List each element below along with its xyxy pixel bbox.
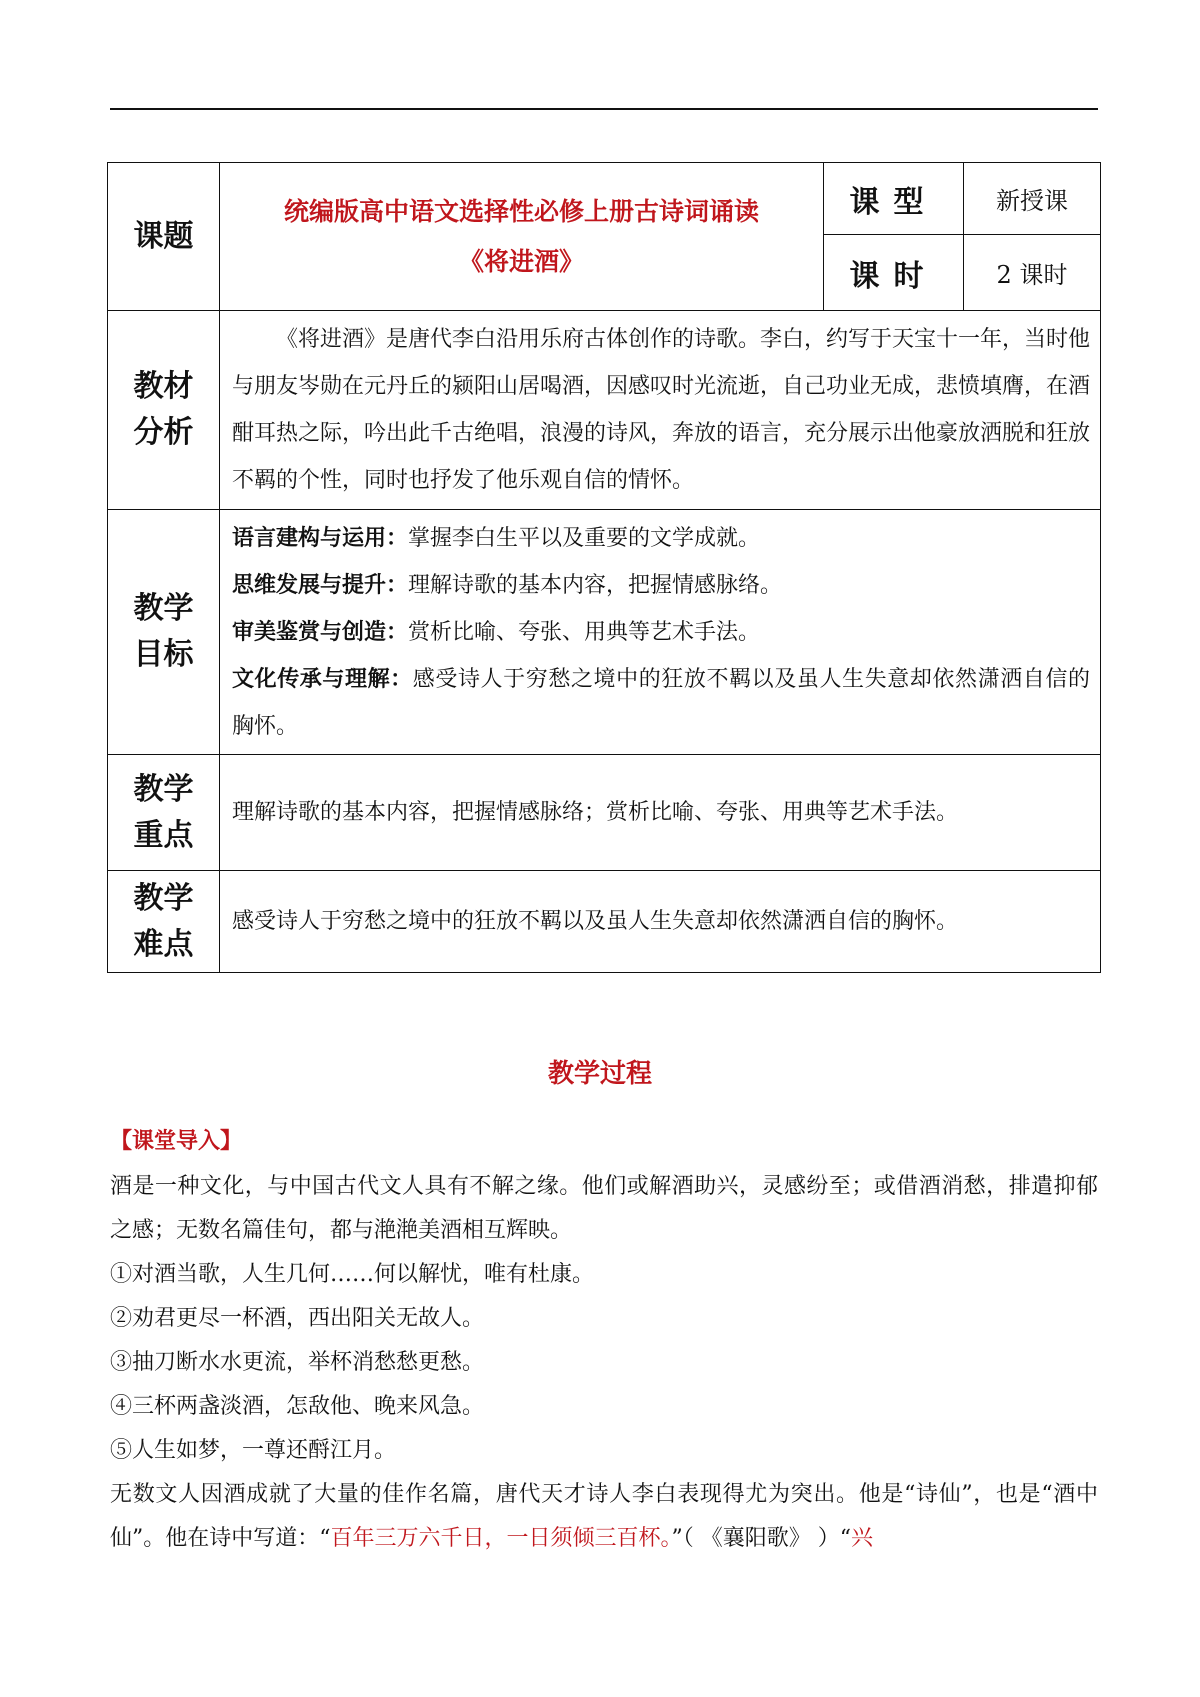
difficulty-text: 感受诗人于穷愁之境中的狂放不羁以及虽人生失意却依然潇洒自信的胸怀。 — [220, 871, 1101, 973]
hours-label: 课时 — [824, 235, 964, 311]
type-label: 课型 — [824, 163, 964, 235]
objectives-label-line1: 教学 — [133, 591, 194, 626]
intro-content — [110, 1165, 1098, 1561]
objective-heading: 思维发展与提升： — [232, 572, 409, 598]
objectives-list — [220, 510, 1101, 755]
focus-label-line2: 重点 — [133, 817, 194, 853]
process-title: 教学过程 — [547, 1059, 652, 1089]
topic-title — [220, 163, 824, 311]
poem-line: ②劝君更尽一杯酒，西出阳关无故人。 — [110, 1306, 485, 1331]
intro-heading: 【课堂导入】 — [110, 1129, 243, 1154]
quoted-verse: 兴 — [851, 1526, 874, 1551]
focus-label — [108, 755, 220, 871]
topic-title-line1: 统编版高中语文选择性必修上册古诗词诵读 — [283, 196, 759, 226]
objective-text: 赏析比喻、夸张、用典等艺术手法。 — [408, 619, 761, 645]
objective-heading: 审美鉴赏与创造： — [232, 619, 409, 645]
objective-item — [232, 562, 1090, 609]
header-rule — [110, 108, 1098, 110]
focus-label-line1: 教学 — [133, 771, 194, 807]
poem-line: ⑤人生如梦，一尊还酹江月。 — [110, 1438, 397, 1463]
objective-item — [232, 515, 1090, 562]
paragraph-text: ”（ 《襄阳歌》 ）“ — [671, 1526, 851, 1551]
analysis-text: 《将进酒》是唐代李白沿用乐府古体创作的诗歌。李白，约写于天宝十一年，当时他与朋友岑勋在元丹丘的颍阳山居喝酒，因感叹时光流逝，自己功业无成，悲愤填膺，在酒酣耳热之际，吟出此千古绝唱，浪漫的诗风，奔放的语言，充分展示出他豪放洒脱和狂放不羁的个性，同时也抒发了他乐观自信的情怀。 — [220, 311, 1101, 510]
paragraph-text: 无数文人因酒成就了大量的佳作名篇，唐代天才诗人李白表现得尤为突出。他是“诗仙”，也是“酒中仙”。他在诗中写道：“ — [110, 1482, 1098, 1551]
quoted-verse: 百年三万六千日，一日须倾三百杯。 — [330, 1526, 672, 1551]
intro-paragraph: 酒是一种文化，与中国古代文人具有不解之缘。他们或解酒助兴，灵感纷至；或借酒消愁，排遣抑郁之感；无数名篇佳句，都与滟滟美酒相互辉映。 — [110, 1174, 1098, 1243]
difficulty-label — [108, 871, 220, 973]
objectives-label — [108, 510, 220, 755]
hours-value: 2 课时 — [964, 235, 1101, 311]
difficulty-label-line1: 教学 — [133, 880, 194, 916]
objectives-label-line2: 目标 — [133, 637, 194, 672]
objective-heading: 文化传承与理解： — [232, 666, 413, 692]
analysis-label — [108, 311, 220, 510]
objective-heading: 语言建构与运用： — [232, 525, 409, 551]
topic-title-line2: 《将进酒》 — [458, 246, 584, 276]
focus-text: 理解诗歌的基本内容，把握情感脉络；赏析比喻、夸张、用典等艺术手法。 — [220, 755, 1101, 871]
objective-item — [232, 656, 1090, 750]
objective-text: 掌握李白生平以及重要的文学成就。 — [408, 525, 761, 551]
difficulty-label-line2: 难点 — [133, 926, 194, 962]
objective-text: 感受诗人于穷愁之境中的狂放不羁以及虽人生失意却依然潇洒自信的胸怀。 — [232, 666, 1090, 739]
objective-item — [232, 609, 1090, 656]
poem-line: ①对酒当歌，人生几何……何以解忧，唯有杜康。 — [110, 1262, 595, 1287]
poem-line: ④三杯两盏淡酒，怎敌他、晚来风急。 — [110, 1394, 485, 1419]
analysis-label-line2: 分析 — [133, 415, 194, 450]
analysis-label-line1: 教材 — [133, 369, 194, 404]
lesson-plan-table — [107, 162, 1101, 973]
type-value: 新授课 — [964, 163, 1101, 235]
topic-label: 课题 — [108, 163, 220, 311]
li-bai-paragraph — [110, 1473, 1098, 1561]
objective-text: 理解诗歌的基本内容，把握情感脉络。 — [408, 572, 783, 598]
poem-line: ③抽刀断水水更流，举杯消愁愁更愁。 — [110, 1350, 485, 1375]
